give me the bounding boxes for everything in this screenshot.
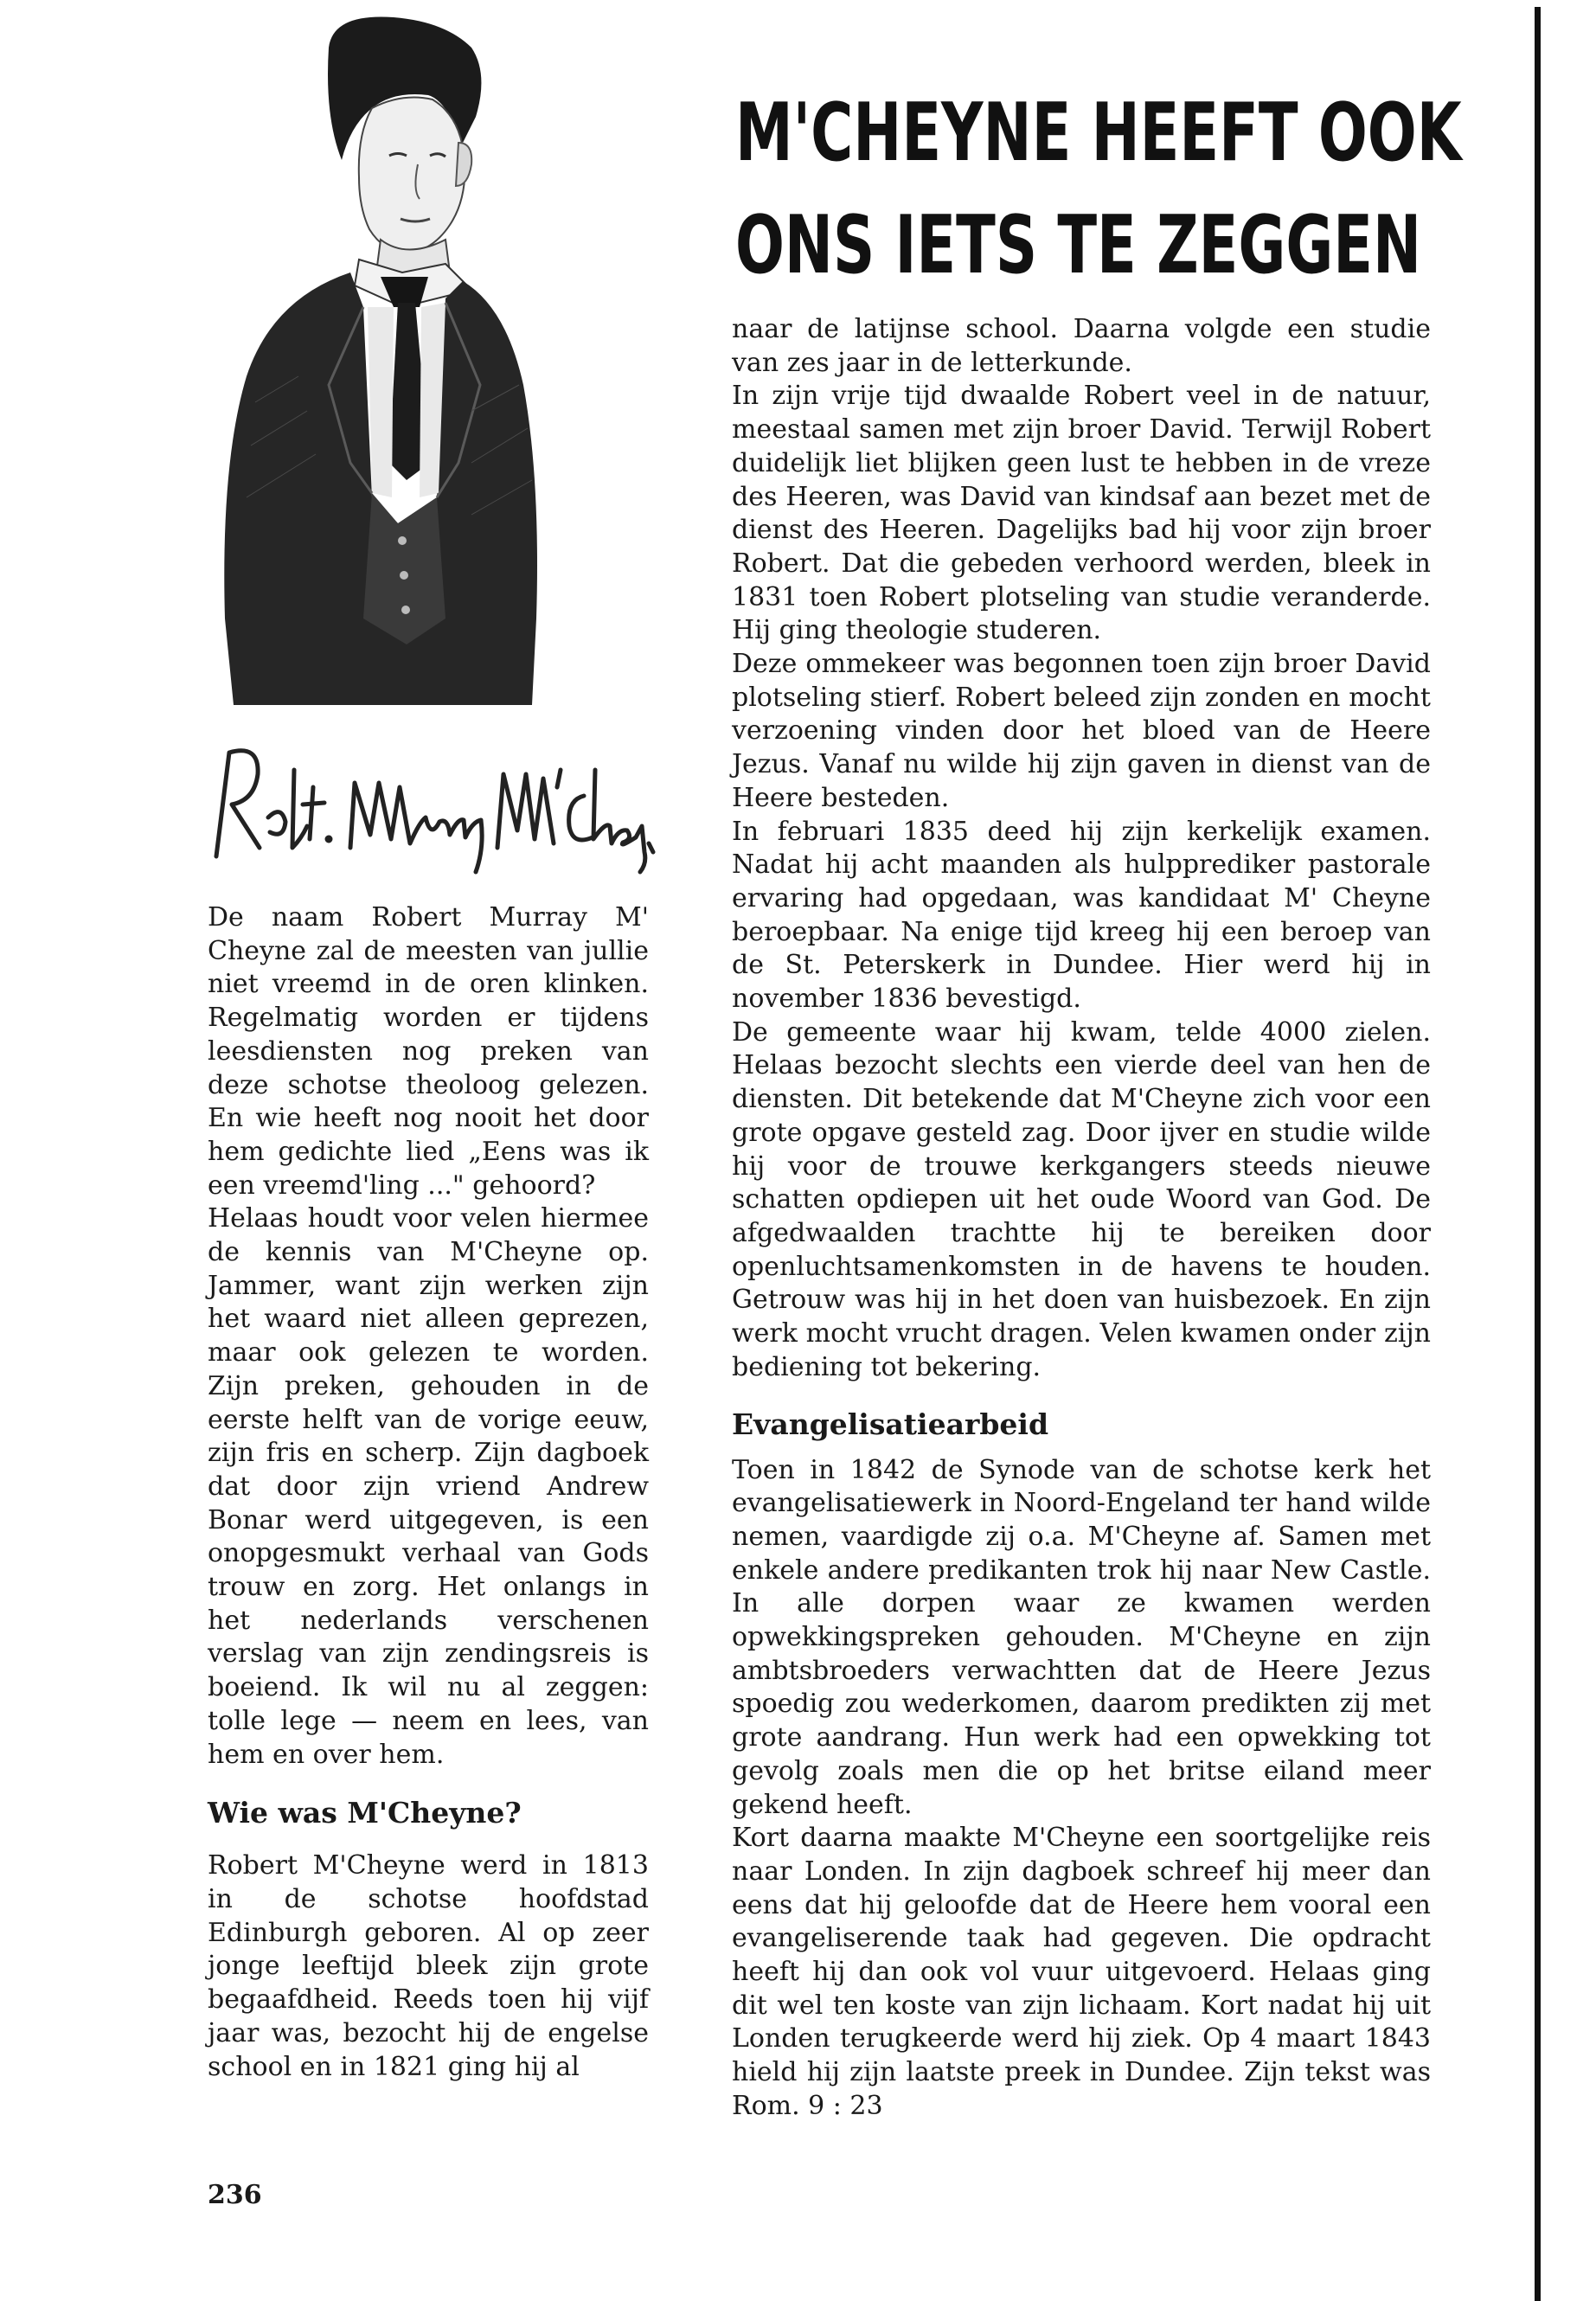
portrait-image — [186, 13, 593, 705]
signature-image — [199, 735, 657, 882]
paragraph: naar de latijnse school. Daarna volgde een studie van zes jaar in de letterkunde. — [732, 314, 1431, 378]
title-line-2: ONS IETS TE ZEGGEN — [735, 198, 1422, 292]
right-column — [732, 313, 1431, 2124]
paragraph: Robert M'Cheyne werd in 1813 in de schotse hoofdstad Edinburgh geboren. Al op zeer jonge leeftijd bleek zijn grote begaafdheid. Reeds toen hij vijf jaar was, bezocht hij de engelse school en in 1821 ging hij al — [208, 1850, 649, 2082]
paragraph: Helaas houdt voor velen hiermee de kennis van M'Cheyne op. Jammer, want zijn werken zijn het waard niet alleen geprezen, maar ook gelezen te worden. Zijn preken, gehouden in de eerste helft van de vorige eeuw, zijn fris en scherp. Zijn dagboek dat door zijn vriend Andrew Bonar werd uitgegeven, is een onopgesmukt verhaal van Gods trouw en zorg. Het onlangs in het nederlands verschenen verslag van zijn zendingsreis is boeiend. Ik wil nu al zeggen: tolle lege — neem en lees, van hem en over hem. — [208, 1203, 649, 1770]
paragraph: De gemeente waar hij kwam, telde 4000 zielen. Helaas bezocht slechts een vierde deel van hen de diensten. Dit betekende dat M'Cheyne zich voor een grote opgave gesteld zag. Door ijver en studie wilde hij voor de trouwe kerkgangers steeds nieuwe schatten opdiepen uit het oude Woord van God. De afgedwaalden trachtte hij te bereiken door openluchtsamenkomsten in de havens te houden. Getrouw was hij in het doen van huisbezoek. En zijn werk mocht vrucht dragen. Velen kwamen onder zijn bediening tot bekering. — [732, 1016, 1431, 1382]
left-column — [208, 901, 649, 2084]
paragraph: Deze ommekeer was begonnen toen zijn broer David plotseling stierf. Robert beleed zijn zonden en mocht verzoening vinden door het bloed van de Heere Jezus. Vanaf nu wilde hij zijn gaven in dienst van de Heere besteden. — [732, 649, 1431, 813]
title-line-1: M'CHEYNE HEEFT OOK — [735, 86, 1462, 179]
article-title — [735, 76, 1462, 301]
paragraph: In februari 1835 deed hij zijn kerkelijk examen. Nadat hij acht maanden als hulpprediker pastorale ervaring had opgedaan, was kandidaat M' Cheyne beroepbaar. Na enige tijd kreeg hij een beroep van de St. Peterskerk in Dundee. Hier werd hij in november 1836 bevestigd. — [732, 816, 1431, 1015]
paragraph-intro: De naam Robert Murray M' Cheyne zal de meesten van jullie niet vreemd in de oren klinken. Regelmatig worden er tijdens leesdiensten nog preken van deze schotse theoloog gelezen. En wie heeft nog nooit het door hem gedichte lied „Eens was ik een vreemd'ling ..." gehoord? — [208, 902, 649, 1201]
section-heading-wie-was: Wie was M'Cheyne? — [208, 1796, 522, 1830]
paragraph: In zijn vrije tijd dwaalde Robert veel in de natuur, meestaal samen met zijn broer David. Terwijl Robert duidelijk liet blijken geen lust te hebben in de vreze des Heeren, was David van kindsaf aan bezet met de dienst des Heeren. Dagelijks bad hij voor zijn broer Robert. Dat die gebeden verhoord werden, bleek in 1831 toen Robert plotseling van studie veranderde. Hij ging theologie studeren. — [732, 381, 1431, 646]
paragraph: Toen in 1842 de Synode van de schotse kerk het evangelisatiewerk in Noord-Engeland ter hand wilde nemen, vaardigde zij o.a. M'Cheyne af. Samen met enkele andere predikanten trok hij naar New Castle. In alle dorpen waar ze kwamen werden opwekkingspreken gehouden. M'Cheyne en zijn ambtsbroeders verwachtten dat de Heere Jezus spoedig zou wederkomen, daarom predikten zij met grote aandrang. Hun werk had een opwekking tot gevolg zoals men die op het britse eiland meer gekend heeft. — [732, 1454, 1431, 1820]
page-edge-bar — [1535, 7, 1541, 2301]
section-heading-evangelisatie: Evangelisatiearbeid — [732, 1407, 1049, 1441]
page-number: 236 — [208, 2180, 262, 2210]
paragraph: Kort daarna maakte M'Cheyne een soortgelijke reis naar Londen. In zijn dagboek schreef hij meer dan eens dat hij geloofde dat de Heere hem vooral een evangeliserende taak had gegeven. Die opdracht heeft hij dan ook vol vuur uitgevoerd. Helaas ging dit wel ten koste van zijn lichaam. Kort nadat hij uit Londen terugkeerde werd hij ziek. Op 4 maart 1843 hield hij zijn laatste preek in Dundee. Zijn tekst was Rom. 9 : 23 — [732, 1823, 1431, 2121]
